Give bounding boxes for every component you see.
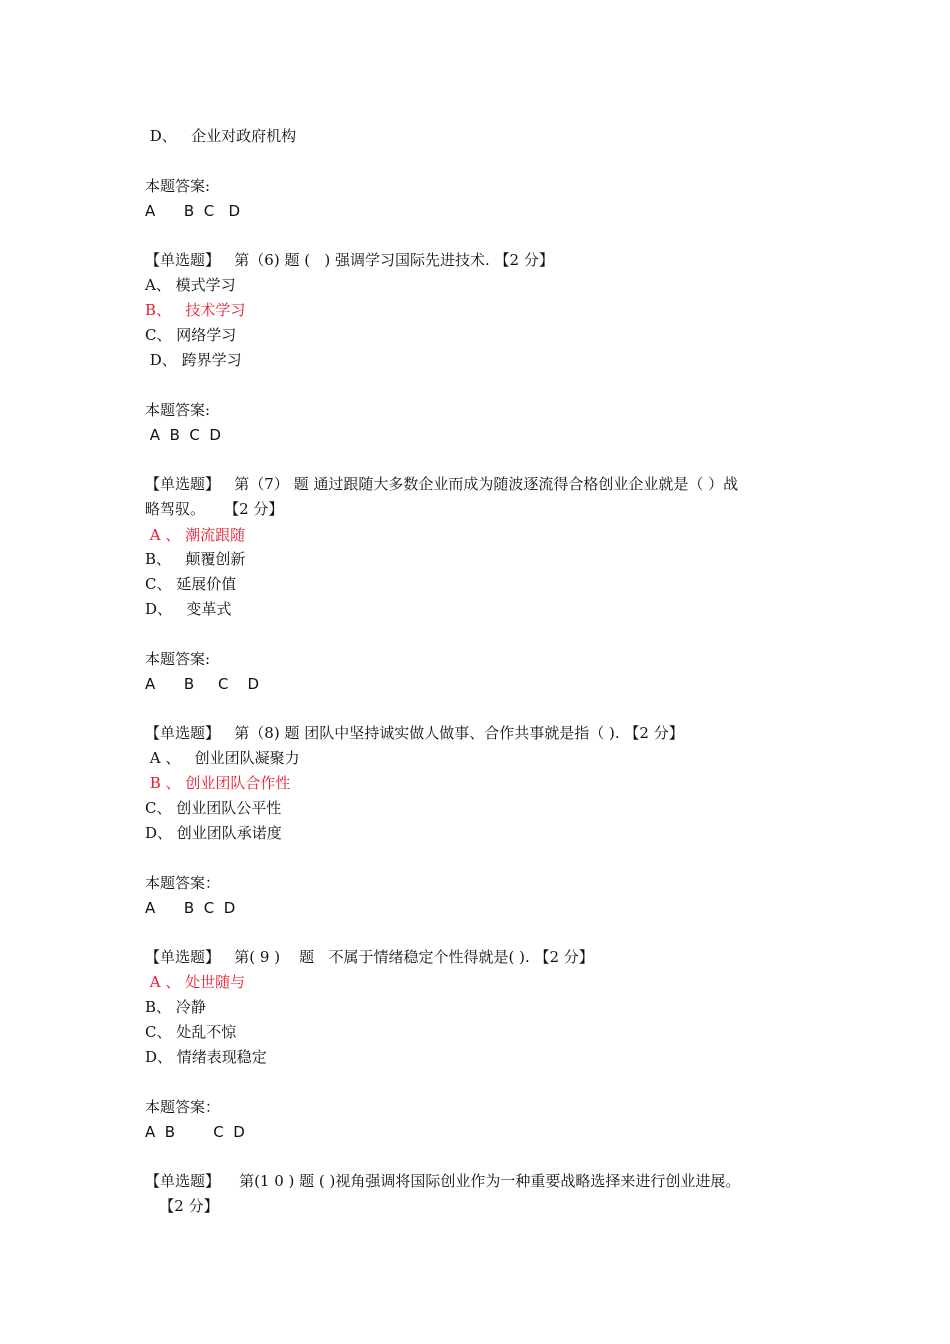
question-stem: 【单选题】 第（8) 题 团队中坚持诚实做人做事、合作共事就是指（ ). 【2 分】 [145, 724, 684, 742]
option-a-correct: A 、 处世随与 [145, 973, 246, 991]
option-b: B、 颠覆创新 [145, 550, 246, 568]
answer-options: A B C D [145, 675, 260, 693]
answer-label: 本题答案： [145, 874, 221, 892]
option-b: B、 冷静 [145, 998, 206, 1016]
answer-options: A B C D [145, 202, 241, 220]
option-d: D、 变革式 [145, 600, 232, 618]
option-a-correct: A 、 潮流跟随 [145, 526, 246, 544]
question-stem: 【单选题】 第(1 0 ) 题 ( )视角强调将国际创业作为一种重要战略选择来进行创业进展。 [145, 1172, 741, 1190]
answer-options: A B C D [145, 1123, 245, 1141]
option-d: D、 创业团队承诺度 [145, 824, 282, 842]
answer-options: A B C D [145, 426, 221, 444]
answer-label: 本题答案: [145, 401, 211, 419]
answer-label: 本题答案: [145, 177, 211, 195]
option-c: C、 延展价值 [145, 575, 237, 593]
option-a: A、 模式学习 [145, 276, 236, 294]
option-c: C、 处乱不惊 [145, 1023, 237, 1041]
question-stem-continued: 略驾驭。 【2 分】 [145, 500, 284, 518]
question-stem: 【单选题】 第( 9 ) 题 不属于情绪稳定个性得就是( ). 【2 分】 [145, 948, 594, 966]
option-c: C、 创业团队公平性 [145, 799, 282, 817]
question-stem-continued: 【2 分】 [145, 1197, 219, 1215]
answer-label: 本题答案： [145, 1098, 221, 1116]
option-b-correct: B、 技术学习 [145, 301, 246, 319]
option-d: D、 跨界学习 [145, 351, 242, 369]
question-stem: 【单选题】 第（6) 题 ( ) 强调学习国际先进技术. 【2 分】 [145, 251, 554, 269]
option-d: D、 情绪表现稳定 [145, 1048, 267, 1066]
question-stem: 【单选题】 第（7） 题 通过跟随大多数企业而成为随波逐流得合格创业企业就是（ ）战 [145, 475, 739, 493]
answer-options: A B C D [145, 899, 236, 917]
option-b-correct: B 、 创业团队合作性 [145, 774, 291, 792]
answer-label: 本题答案: [145, 650, 211, 668]
option-a: A 、 创业团队凝聚力 [145, 749, 300, 767]
option-d: D、 企业对政府机构 [145, 127, 297, 145]
option-c: C、 网络学习 [145, 326, 237, 344]
